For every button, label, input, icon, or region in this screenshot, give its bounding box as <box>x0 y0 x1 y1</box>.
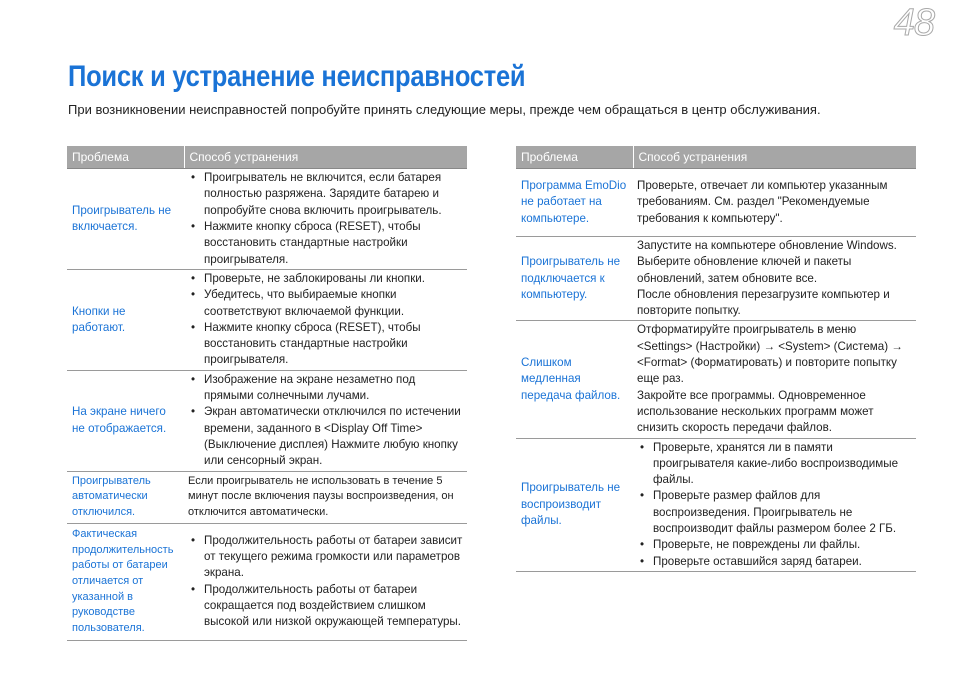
problem-cell: Проигрыватель не воспроизводит файлы. <box>516 438 633 571</box>
column-header-solution: Способ устранения <box>184 146 467 169</box>
table-header-row <box>516 146 916 169</box>
solution-cell: Если проигрыватель не использовать в течение 5 минут после включения паузы воспроизведения, он отключится автоматически. <box>184 471 467 523</box>
solution-cell <box>633 237 916 321</box>
table-row <box>516 237 916 321</box>
troubleshooting-table-left <box>67 146 467 641</box>
list-item: • Нажмите кнопку сброса (RESET), чтобы восстановить стандартные настройки проигрывателя. <box>188 219 463 268</box>
list-item: • Убедитесь, что выбираемые кнопки соответствуют включаемой функции. <box>188 287 463 320</box>
solution-paragraph: Закройте все программы. Одновременное использование нескольких программ может снизить скорость передачи файлов. <box>637 388 874 435</box>
solution-list <box>188 372 463 470</box>
column-header-solution: Способ устранения <box>633 146 916 169</box>
table-row <box>516 438 916 571</box>
solution-cell <box>633 438 916 571</box>
troubleshooting-table-right <box>516 146 916 572</box>
column-header-problem: Проблема <box>67 146 184 169</box>
solution-list <box>188 170 463 268</box>
solution-cell <box>184 523 467 640</box>
problem-cell: Кнопки не работают. <box>67 270 184 371</box>
table-row <box>516 321 916 438</box>
solution-cell <box>184 270 467 371</box>
solution-cell: Проверьте, отвечает ли компьютер указанным требованиям. См. раздел "Рекомендуемые требования к компьютеру". <box>633 169 916 237</box>
table-header-row <box>67 146 467 169</box>
list-item: • Проверьте, не повреждены ли файлы. <box>637 537 912 553</box>
list-item: • Проверьте, хранятся ли в памяти проигрывателя какие-либо воспроизводимые файлы. <box>637 440 912 489</box>
list-item: • Изображение на экране незаметно под прямыми солнечными лучами. <box>188 372 463 405</box>
problem-cell: На экране ничего не отображается. <box>67 370 184 471</box>
solution-paragraph: Отформатируйте проигрыватель в меню <Settings> (Настройки) → <System> (Система) → <Format> (Форматировать) и повторите попытку еще раз. <box>637 323 903 386</box>
problem-cell: Программа EmoDio не работает на компьютере. <box>516 169 633 237</box>
list-item: • Проверьте размер файлов для воспроизведения. Проигрыватель не воспроизводит файлы размером более 2 ГБ. <box>637 488 912 537</box>
problem-cell: Слишком медленная передача файлов. <box>516 321 633 438</box>
solution-list <box>188 271 463 369</box>
problem-cell: Фактическая продолжительность работы от батареи отличается от указанной в руководстве пользователя. <box>67 523 184 640</box>
table-row <box>67 370 467 471</box>
table-row <box>67 523 467 640</box>
list-item: • Нажмите кнопку сброса (RESET), чтобы восстановить стандартные настройки проигрывателя. <box>188 320 463 369</box>
solution-cell <box>633 321 916 438</box>
page-number: 48 <box>893 2 934 44</box>
intro-text: При возникновении неисправностей попробуйте принять следующие меры, прежде чем обращаться в центр обслуживания. <box>68 102 821 117</box>
table-row <box>67 270 467 371</box>
solution-cell <box>184 370 467 471</box>
problem-cell: Проигрыватель не включается. <box>67 169 184 270</box>
solution-list <box>188 533 463 631</box>
problem-cell: Проигрыватель автоматически отключился. <box>67 471 184 523</box>
solution-paragraph: После обновления перезагрузите компьютер и повторите попытку. <box>637 287 890 318</box>
table-row <box>516 169 916 237</box>
list-item: • Проверьте оставшийся заряд батареи. <box>637 554 912 570</box>
list-item: • Проигрыватель не включится, если батарея полностью разряжена. Зарядите батарею и попробуйте снова включить проигрыватель. <box>188 170 463 219</box>
page-title: Поиск и устранение неисправностей <box>68 60 526 93</box>
table-row <box>67 471 467 523</box>
column-header-problem: Проблема <box>516 146 633 169</box>
list-item: • Проверьте, не заблокированы ли кнопки. <box>188 271 463 287</box>
solution-paragraph: Запустите на компьютере обновление Windows. Выберите обновление ключей и пакеты обновлений, затем обновите все. <box>637 239 897 285</box>
list-item: • Экран автоматически отключился по истечении времени, заданного в <Display Off Time> (Выключение дисплея) Нажмите любую кнопку или сенсорный экран. <box>188 404 463 469</box>
table-row <box>67 169 467 270</box>
problem-cell: Проигрыватель не подключается к компьютеру. <box>516 237 633 321</box>
list-item: • Продолжительность работы от батареи сокращается под воздействием слишком высокой или низкой окружающей температуры. <box>188 582 463 631</box>
list-item: • Продолжительность работы от батареи зависит от текущего режима громкости или параметров экрана. <box>188 533 463 582</box>
solution-list <box>637 440 912 570</box>
solution-cell <box>184 169 467 270</box>
